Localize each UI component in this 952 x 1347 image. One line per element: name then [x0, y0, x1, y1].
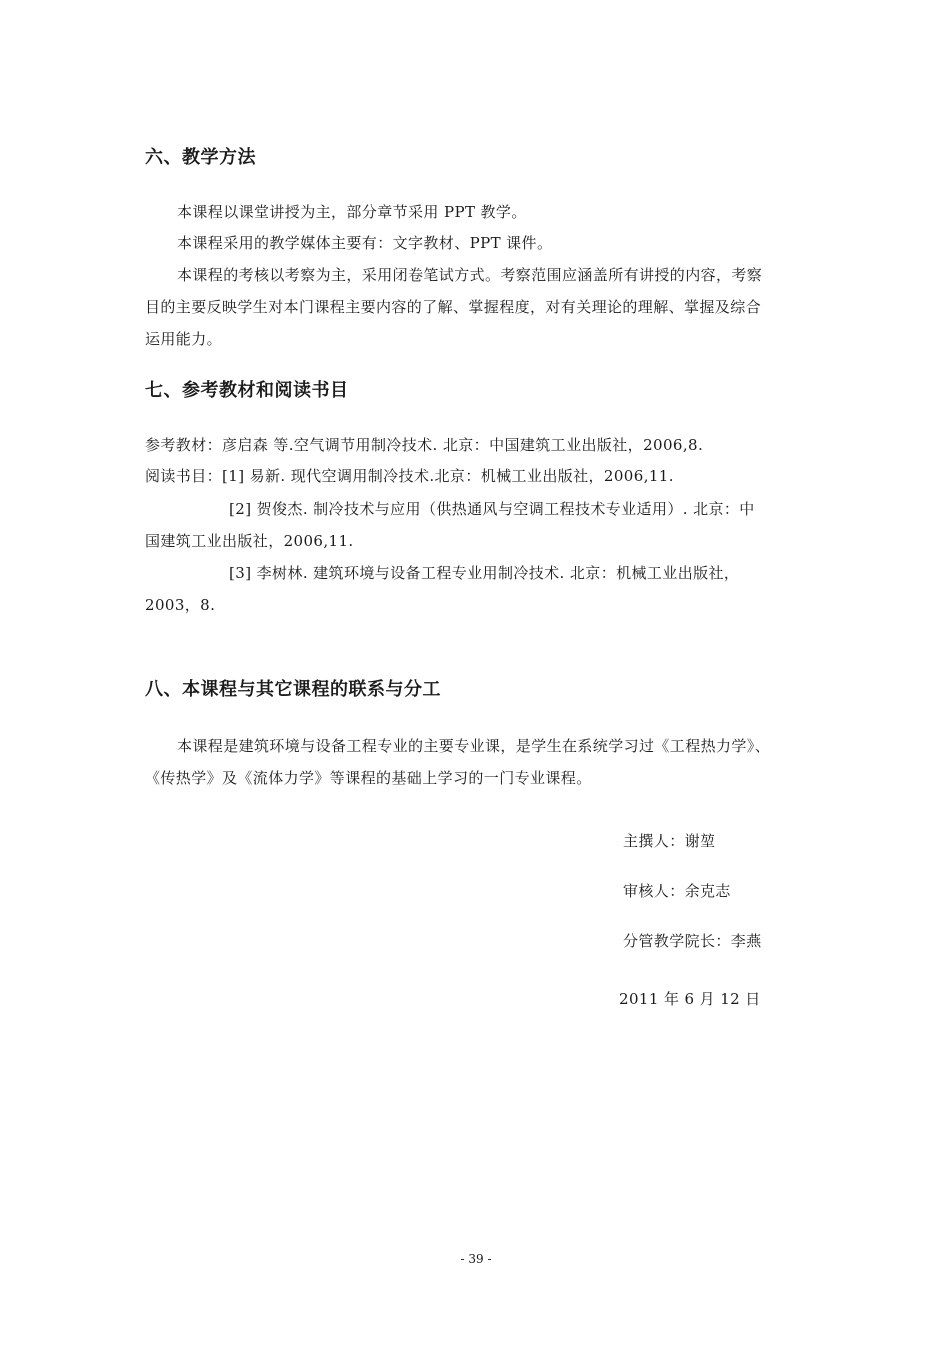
section-8-heading: 八、本课程与其它课程的联系与分工	[145, 679, 441, 700]
section-6-paragraph-3-line-1: 本课程的考核以考察为主，采用闭卷笔试方式。考察范围应涵盖所有讲授的内容，考察	[177, 266, 763, 284]
page-number: - 39 -	[460, 1252, 492, 1266]
reference-textbook: 参考教材：彦启森 等.空气调节用制冷技术. 北京：中国建筑工业出版社，2006,8.	[145, 436, 704, 454]
reading-list-item-1: 阅读书目：[1] 易新. 现代空调用制冷技术.北京：机械工业出版社，2006,11.	[145, 467, 674, 485]
section-6-paragraph-1: 本课程以课堂讲授为主，部分章节采用 PPT 教学。	[177, 203, 527, 221]
reading-list-item-2-line-1: [2] 贺俊杰. 制冷技术与应用（供热通风与空调工程技术专业适用）. 北京：中	[229, 500, 755, 518]
author-signature: 主撰人：谢堃	[623, 832, 716, 850]
reading-list-item-3-line-1: [3] 李树林. 建筑环境与设备工程专业用制冷技术. 北京：机械工业出版社，	[229, 564, 740, 582]
section-6-paragraph-3-line-2: 目的主要反映学生对本门课程主要内容的了解、掌握程度，对有关理论的理解、掌握及综合	[145, 298, 762, 316]
section-8-line-1: 本课程是建筑环境与设备工程专业的主要专业课，是学生在系统学习过《工程热力学》、	[177, 737, 771, 755]
signature-date: 2011 年 6 月 12 日	[619, 990, 761, 1008]
section-8-line-2: 《传热学》及《流体力学》等课程的基础上学习的一门专业课程。	[145, 769, 592, 787]
section-7-heading: 七、参考教材和阅读书目	[145, 380, 349, 401]
reading-list-item-3-line-2: 2003，8.	[145, 596, 216, 614]
dean-signature: 分管教学院长：李燕	[623, 932, 762, 950]
reading-list-item-2-line-2: 国建筑工业出版社，2006,11.	[145, 532, 354, 550]
reviewer-signature: 审核人：余克志	[623, 882, 731, 900]
section-6-paragraph-2: 本课程采用的教学媒体主要有：文字教材、PPT 课件。	[177, 234, 553, 252]
section-6-paragraph-3-line-3: 运用能力。	[145, 330, 223, 348]
section-6-heading: 六、教学方法	[145, 147, 256, 168]
